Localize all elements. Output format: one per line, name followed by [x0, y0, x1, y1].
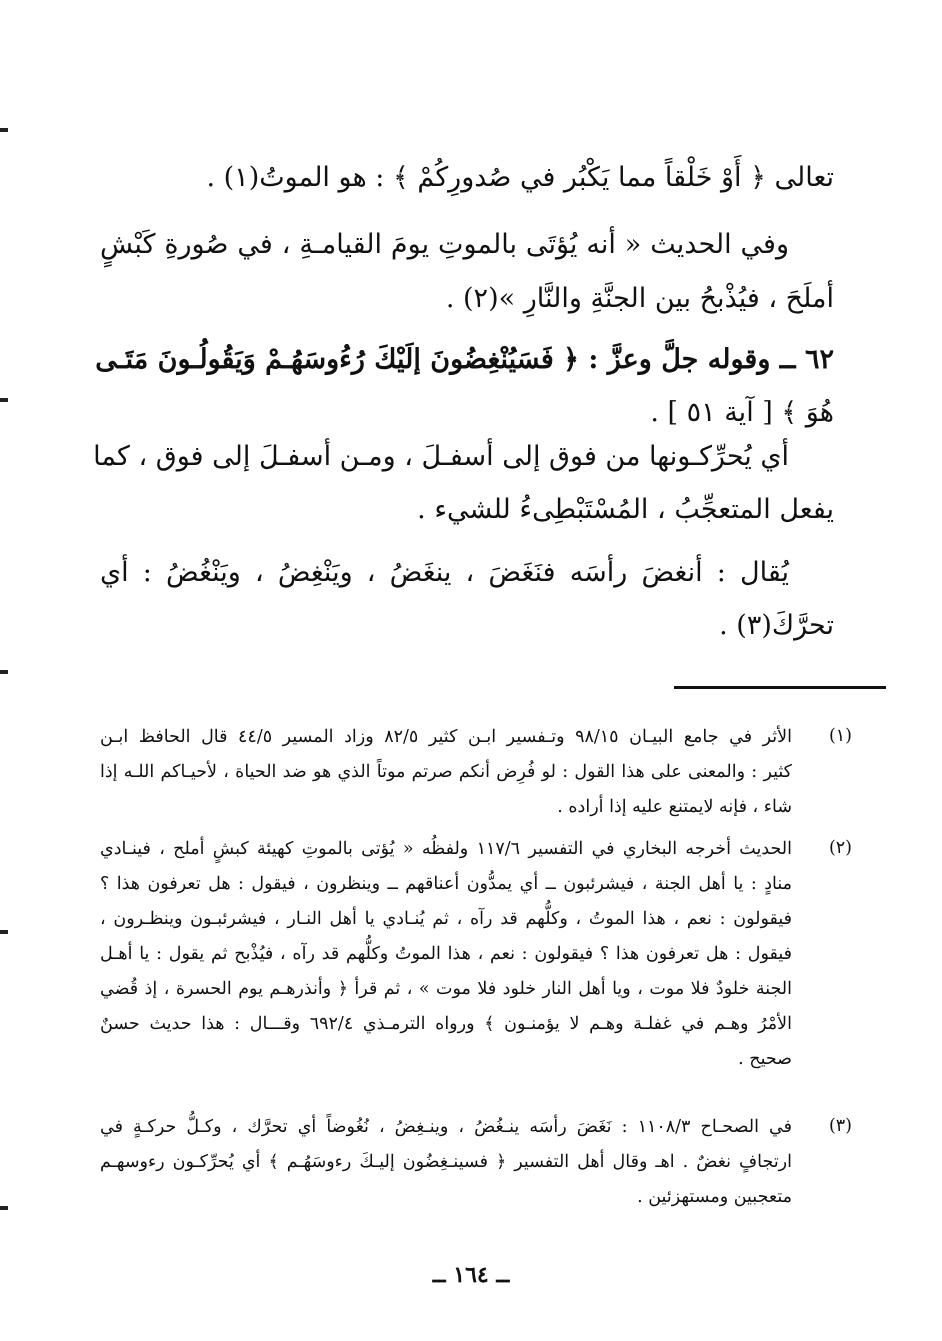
footnote-number: (٣): [828, 1116, 852, 1136]
footnote-number: (١): [828, 726, 852, 746]
footnote-line: كثير : والمعنى على هذا القول : لو فُرِض أنكم صرتم موتاً الذي هو ضد الحياة ، لأحيـاكم اللـه إذا: [100, 762, 792, 782]
footnote-line: الأثر في جامع البيـان ٩٨/١٥ وتـفسير ابـن كثير ٨٢/٥ وزاد المسير ٤٤/٥ قال الحافظ ابـن: [100, 727, 792, 747]
footnote-line: فيقول : هل تعرفون هذا ؟ فيقولون : نعم ، هذا الموتُ وكلُّهم قد رآه ، فيُذْبح ثم يقول : يا أهـل: [100, 944, 792, 964]
footnote-line: منادٍ : يا أهل الجنة ، فيشرئبون ــ أي يمدُّون أعناقهم ــ وينظرون ، فيقول : هل تعرفون هذا ؟: [100, 874, 792, 894]
edge-mark: [0, 398, 8, 402]
footnote-number: (٢): [828, 838, 852, 858]
text-line: أي يُحرِّكـونها من فوق إلى أسفـلَ ، ومـن أسفـلَ إلى فوق ، كما: [93, 441, 789, 472]
text-line: أملَحَ ، فيُذْبحُ بين الجنَّةِ والنَّارِ »(٢) .: [445, 283, 834, 314]
text-line: يفعل المتعجِّبُ ، المُسْتَبْطِىءُ للشيء .: [417, 494, 834, 525]
edge-mark: [0, 670, 8, 674]
footnote-line: الجنة خلودٌ فلا موت ، ويا أهل النار خلود فلا موت » ، ثم قرأ ﴿ وأنذرهـم يوم الحسرة ، إذ قُضي: [100, 979, 792, 999]
edge-mark: [0, 930, 8, 934]
footnote-line: فيقولون : نعم ، هذا الموتُ ، وكلُّهم قد رآه ، ثم يُنـادي يا أهل النـار ، فيشرئبـون وينظـرون ،: [100, 909, 792, 929]
text-line: هُوَ ﴾ [ آية ٥١ ] .: [650, 397, 834, 428]
text-line: تحرَّكَ(٣) .: [719, 610, 834, 641]
edge-mark: [0, 128, 8, 132]
edge-mark: [0, 1206, 8, 1210]
footnote-line: متعجبين ومستهزئين .: [637, 1187, 792, 1207]
footnote-line: الأمْرُ وهـم في غفلـة وهـم لا يؤمنـون ﴾ ورواه الترمـذي ٦٩٢/٤ وقـــال : هذا حديث حسنٌ: [100, 1014, 792, 1034]
text-line: يُقال : أنغضَ رأسَه فنَغَضَ ، ينغَضُ ، ويَنْغِضُ ، ويَنْغُضُ : أي: [100, 557, 789, 588]
footnote-line: ارتجافٍ نغضٌ . اهـ وقال أهل التفسير ﴿ فسينـغِضُون إليـكَ رءوسَهُـم ﴾ أي يُحرِّكـون رءوسهـم: [100, 1152, 792, 1172]
text-line: وفي الحديث « أنه يُؤتَى بالموتِ يومَ القيامـةِ ، في صُورةِ كَبْشٍ: [100, 229, 789, 260]
footnote-separator: [674, 686, 886, 689]
footnote-line: شاء ، فإنه لايمتنع عليه إذا أراده .: [557, 797, 792, 817]
text-line: تعالى ﴿ أَوْ خَلْقاً مما يَكْبُر في صُدورِكُمْ ﴾ : هو الموتُ(١) .: [206, 162, 834, 193]
footnote-line: صحيح .: [738, 1049, 792, 1069]
footnote-line: الحديث أخرجه البخاري في التفسير ١١٧/٦ ولفظُه « يُؤتى بالموتِ كهيئة كبشٍ أملح ، فينـادي: [100, 839, 792, 859]
section-heading-line: ٦٢ ــ وقوله جلَّ وعزَّ : ﴿ فَسَيُنْغِضُونَ إلَيْكَ رُءُوسَهُـمْ وَيَقُولُـونَ مَتَـى: [95, 344, 834, 375]
page-number: ــ ١٦٤ ــ: [432, 1262, 510, 1288]
footnote-line: في الصحـاح ١١٠٨/٣ : نَغَضَ رأسَه ينـغُضُ ، وينـغِضُ ، نُغُوضاً أي تحرَّك ، وكـلُّ حركـةٍ في: [100, 1117, 792, 1137]
